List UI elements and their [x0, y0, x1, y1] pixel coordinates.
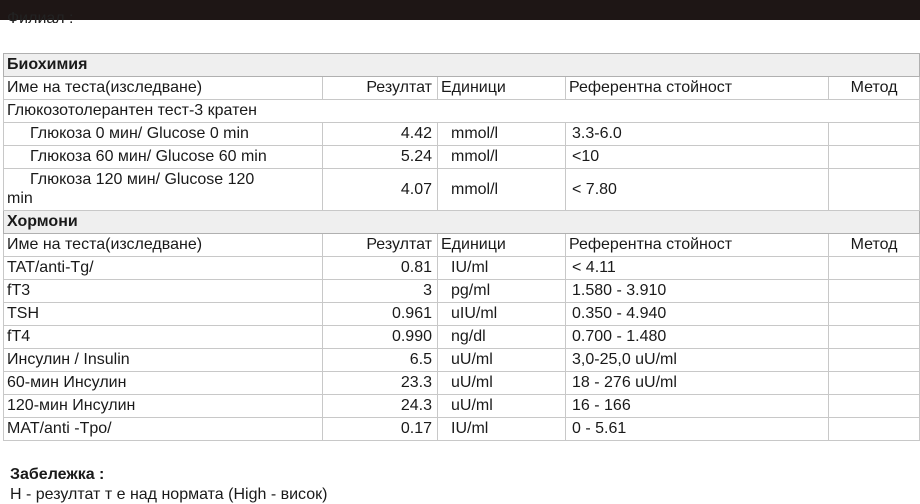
section-title: Биохимия	[4, 54, 920, 77]
table-row	[4, 146, 920, 169]
branch-label: Филиал :	[7, 10, 74, 27]
note-title: Забележка :	[10, 466, 105, 483]
table-row	[4, 326, 920, 349]
test-result: 0.961	[323, 303, 438, 326]
test-name: TAT/anti-Tg/	[4, 257, 323, 280]
col-header-units: Единици	[438, 234, 566, 257]
test-name: MAT/anti -Tpo/	[4, 418, 323, 441]
test-units: uIU/ml	[438, 303, 566, 326]
column-header-row	[4, 77, 920, 100]
test-result: 0.81	[323, 257, 438, 280]
table-row	[4, 349, 920, 372]
group-title: Глюкозотолерантен тест-3 кратен	[4, 100, 920, 123]
table-row	[4, 303, 920, 326]
col-header-name: Име на теста(изследване)	[4, 234, 323, 257]
test-reference: 0.700 - 1.480	[566, 326, 829, 349]
test-method	[829, 395, 920, 418]
section-row-hormones	[4, 211, 920, 234]
test-result: 0.17	[323, 418, 438, 441]
test-name: fT4	[4, 326, 323, 349]
test-units: uU/ml	[438, 349, 566, 372]
column-header-row	[4, 234, 920, 257]
test-units: mmol/l	[438, 169, 566, 211]
test-method	[829, 303, 920, 326]
test-result: 4.42	[323, 123, 438, 146]
test-name-line: min	[7, 190, 33, 207]
col-header-result: Резултат	[323, 77, 438, 100]
test-units: IU/ml	[438, 418, 566, 441]
col-header-units: Единици	[438, 77, 566, 100]
test-result: 3	[323, 280, 438, 303]
top-bar	[0, 0, 920, 20]
test-units: uU/ml	[438, 395, 566, 418]
test-name: fT3	[4, 280, 323, 303]
test-units: ng/dl	[438, 326, 566, 349]
test-reference: 3,0-25,0 uU/ml	[566, 349, 829, 372]
note-text: H - резултат т е над нормата (High - висок)	[10, 486, 328, 503]
test-result: 5.24	[323, 146, 438, 169]
col-header-method: Метод	[829, 77, 920, 100]
col-header-reference: Референтна стойност	[566, 234, 829, 257]
test-reference: 0.350 - 4.940	[566, 303, 829, 326]
test-name-line: Глюкоза 120 мин/ Glucose 120	[30, 171, 255, 188]
test-units: IU/ml	[438, 257, 566, 280]
test-result: 6.5	[323, 349, 438, 372]
test-name: Инсулин / Insulin	[4, 349, 323, 372]
col-header-reference: Референтна стойност	[566, 77, 829, 100]
test-reference: 3.3-6.0	[566, 123, 829, 146]
test-name: 120-мин Инсулин	[4, 395, 323, 418]
table-row	[4, 169, 920, 211]
table-row	[4, 123, 920, 146]
test-reference: 0 - 5.61	[566, 418, 829, 441]
test-units: mmol/l	[438, 146, 566, 169]
group-title-row	[4, 100, 920, 123]
test-reference: 1.580 - 3.910	[566, 280, 829, 303]
test-result: 4.07	[323, 169, 438, 211]
test-units: uU/ml	[438, 372, 566, 395]
table-row	[4, 418, 920, 441]
section-row-biochemistry	[4, 54, 920, 77]
test-reference: < 4.11	[566, 257, 829, 280]
table-row	[4, 395, 920, 418]
test-method	[829, 372, 920, 395]
test-name: Глюкоза 60 мин/ Glucose 60 min	[4, 146, 323, 169]
table-row	[4, 372, 920, 395]
test-method	[829, 326, 920, 349]
test-reference: < 7.80	[566, 169, 829, 211]
test-method	[829, 349, 920, 372]
test-result: 24.3	[323, 395, 438, 418]
test-units: mmol/l	[438, 123, 566, 146]
test-result: 23.3	[323, 372, 438, 395]
test-method	[829, 146, 920, 169]
test-name: TSH	[4, 303, 323, 326]
table-row	[4, 257, 920, 280]
results-table	[3, 53, 920, 441]
col-header-result: Резултат	[323, 234, 438, 257]
test-reference: <10	[566, 146, 829, 169]
test-units: pg/ml	[438, 280, 566, 303]
col-header-method: Метод	[829, 234, 920, 257]
test-result: 0.990	[323, 326, 438, 349]
test-reference: 16 - 166	[566, 395, 829, 418]
test-name: 60-мин Инсулин	[4, 372, 323, 395]
test-name: Глюкоза 0 мин/ Glucose 0 min	[4, 123, 323, 146]
test-method	[829, 280, 920, 303]
test-name	[4, 169, 323, 211]
test-reference: 18 - 276 uU/ml	[566, 372, 829, 395]
test-method	[829, 123, 920, 146]
table-row	[4, 280, 920, 303]
test-method	[829, 418, 920, 441]
test-method	[829, 169, 920, 211]
col-header-name: Име на теста(изследване)	[4, 77, 323, 100]
section-title: Хормони	[4, 211, 920, 234]
test-method	[829, 257, 920, 280]
